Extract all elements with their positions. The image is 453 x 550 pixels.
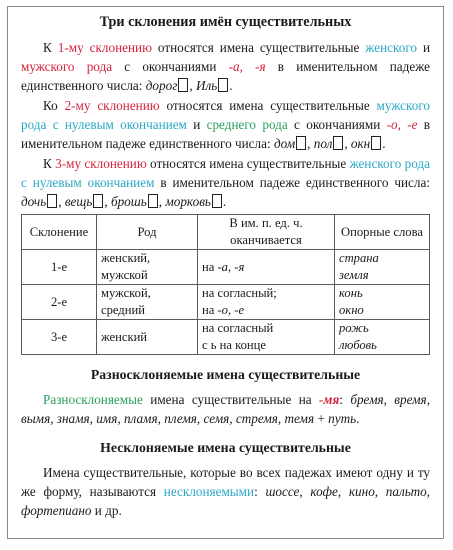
cell-text: 2-е: [50, 294, 68, 309]
header-reference-words: Опорные слова: [335, 215, 430, 250]
word-list: шоссе, кофе, кино, пальто, фортепиано: [21, 484, 430, 518]
cell-text: 1-е: [50, 259, 68, 274]
cell-line: окно: [339, 303, 364, 317]
gender-feminine: женского: [365, 40, 418, 55]
declension-number: 3-му: [55, 156, 82, 171]
text: К: [43, 40, 58, 55]
text: ,: [307, 136, 314, 151]
example-word: пол: [313, 136, 333, 151]
cell-line: на -а, -я: [202, 259, 245, 274]
text: К: [43, 156, 56, 171]
text: .: [229, 78, 233, 93]
cell-declension: [22, 285, 97, 320]
cell-line: на -о, -е: [202, 303, 245, 317]
cell-ending: [198, 250, 335, 285]
ending-box: [178, 78, 188, 92]
cell-ending: [198, 285, 335, 320]
ending-box: [371, 136, 381, 150]
table-header-row: [22, 215, 430, 250]
cell-line: земля: [339, 268, 369, 282]
gender-masculine: мужского рода: [21, 59, 113, 74]
text: +: [314, 411, 329, 426]
indeclinable-heading: Несклоняемые имена существительные: [100, 440, 351, 455]
text: ,: [58, 194, 65, 209]
cell-line: мужской: [101, 268, 148, 282]
cell-line: на согласный;: [202, 286, 277, 300]
term-indeclinable: несклоняемыми: [163, 484, 255, 499]
text: .: [382, 136, 386, 151]
gender-feminine-zero: женского рода с нулевым окончанием: [21, 156, 430, 190]
text: относятся имена существительные: [146, 156, 350, 171]
cell-gender: [97, 320, 198, 355]
example-word: вещь: [64, 194, 93, 209]
heteroclitic-heading: Разносклоняемые имена существительные: [90, 367, 361, 382]
declension-table: [21, 214, 430, 355]
ending-box: [296, 136, 306, 150]
reference-card: [7, 6, 444, 539]
ending: -а, -я: [228, 59, 266, 74]
ending: -о, -е: [386, 117, 418, 132]
text: Ко: [43, 98, 65, 113]
text: в именительном падеже единственного числа:: [154, 175, 430, 190]
text: с окончаниями: [112, 59, 229, 74]
table-row: [22, 250, 430, 285]
text: ,: [189, 78, 196, 93]
paragraph-second-declension: [21, 96, 430, 154]
text: в именительном падеже единственного числа:: [21, 59, 431, 93]
example-word: дом: [273, 136, 296, 151]
example-word: Иль: [195, 78, 218, 93]
header-ending: В им. п. ед. ч. оканчивается: [198, 215, 335, 250]
declension-number: 2-му: [64, 98, 91, 113]
paragraph-first-declension: [21, 38, 430, 96]
cell-line: средний: [101, 303, 145, 317]
text: .: [356, 411, 360, 426]
text: относятся имена существительные: [151, 40, 366, 55]
table-body: [22, 250, 430, 355]
text: и: [417, 40, 431, 55]
ending-box: [93, 194, 103, 208]
ending-box: [148, 194, 158, 208]
example-word: окн: [350, 136, 371, 151]
cell-gender: [97, 285, 198, 320]
page-title: Три склонения имён существительных: [99, 14, 352, 30]
text: относятся имена существительные: [159, 98, 377, 113]
example-word: дорог: [145, 78, 178, 93]
cell-reference-words: [335, 320, 430, 355]
paragraph-third-declension: [21, 154, 430, 211]
table-row: [22, 285, 430, 320]
text: ,: [344, 136, 351, 151]
text: :: [254, 484, 266, 499]
text: имена существительные на: [142, 392, 320, 407]
ending-box: [333, 136, 343, 150]
text: ,: [104, 194, 111, 209]
cell-line: страна: [339, 251, 379, 265]
text: Имена существительные, которые во всех падежах имеют одну и ту же форму, называются: [21, 465, 430, 499]
word-list: бремя, время, вымя, знамя, имя, пламя, племя, семя, стремя, темя: [21, 392, 430, 426]
text: в именительном падеже единственного числа:: [21, 117, 431, 151]
indeclinable-paragraph: [21, 463, 430, 520]
suffix-mya: -мя: [319, 392, 340, 407]
declension-term: склонению: [97, 98, 160, 113]
cell-line: любовь: [339, 338, 377, 352]
text: с окончаниями: [287, 117, 387, 132]
example-word: брошь: [110, 194, 147, 209]
text: :: [339, 392, 351, 407]
term-heteroclitic: Разносклоняемые: [43, 392, 143, 407]
header-gender: Род: [97, 215, 198, 250]
declension-number: 1-му: [57, 40, 84, 55]
gender-masculine-zero: мужского рода с нулевым окончанием: [21, 98, 431, 132]
example-word: дочь: [21, 194, 47, 209]
cell-ending: [198, 320, 335, 355]
ending-box: [218, 78, 228, 92]
cell-declension: [22, 320, 97, 355]
ending-box: [212, 194, 222, 208]
text: и др.: [91, 503, 122, 518]
header-declension: Склонение: [22, 215, 97, 250]
cell-line: рожь: [339, 321, 369, 335]
table-row: [22, 320, 430, 355]
cell-gender: [97, 250, 198, 285]
text: и: [186, 117, 207, 132]
declension-term: склонению: [84, 156, 147, 171]
text: .: [222, 194, 227, 209]
gender-neuter: среднего рода: [206, 117, 288, 132]
cell-line: конь: [339, 286, 363, 300]
cell-line: женский: [101, 329, 148, 344]
example-word: морковь: [165, 194, 211, 209]
declension-term: склонению: [89, 40, 152, 55]
ending-box: [47, 194, 57, 208]
heteroclitic-paragraph: [21, 390, 430, 428]
cell-reference-words: [335, 250, 430, 285]
cell-line: с ь на конце: [202, 338, 266, 352]
cell-line: мужской,: [101, 286, 151, 300]
cell-line: женский,: [101, 251, 151, 265]
word-put: путь: [328, 411, 357, 426]
cell-line: на согласный: [202, 321, 274, 335]
cell-declension: [22, 250, 97, 285]
cell-reference-words: [335, 285, 430, 320]
text: ,: [158, 194, 166, 209]
cell-text: 3-е: [50, 329, 68, 344]
